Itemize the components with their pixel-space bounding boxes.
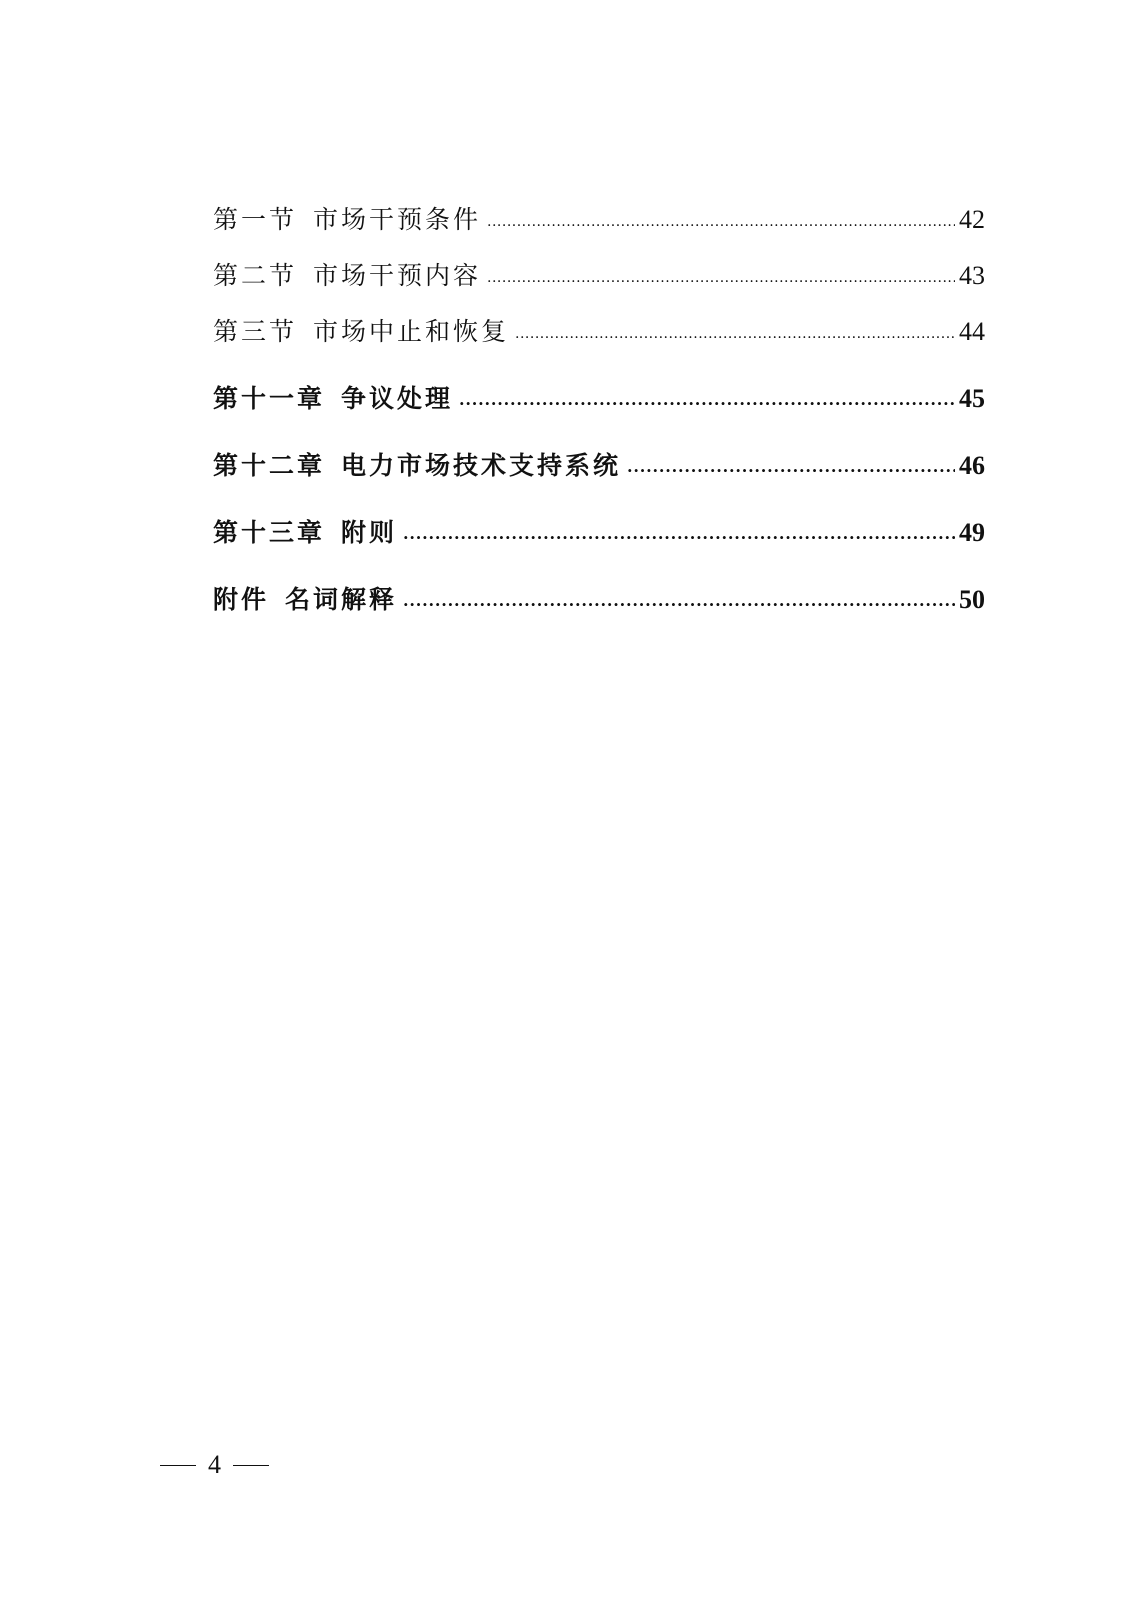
toc-entry-title (213, 379, 453, 415)
toc-entry-text: 名词解释 (285, 585, 398, 614)
toc-page-number: 43 (959, 261, 985, 290)
toc-page-number: 45 (959, 384, 985, 413)
toc-entry-chapter-13[interactable] (213, 513, 985, 549)
toc-entry-appendix[interactable] (213, 580, 985, 616)
footer-dash-left (160, 1465, 196, 1466)
toc-entry-chapter-12[interactable] (213, 446, 985, 482)
dot-leader (487, 203, 955, 232)
footer-page-number: 4 (208, 1450, 221, 1479)
dot-leader (459, 382, 955, 411)
toc-entry-number: 第十一章 (213, 384, 326, 413)
toc-entry-section-2[interactable] (213, 256, 985, 292)
toc-entry-number: 第一节 (213, 205, 298, 234)
toc-entry-title (213, 580, 397, 616)
toc-entry-number: 附件 (213, 585, 270, 614)
dot-leader (403, 516, 955, 545)
dot-leader (515, 315, 955, 344)
toc-page-number: 49 (959, 518, 985, 547)
toc-entry-section-1[interactable] (213, 200, 985, 236)
toc-entry-chapter-11[interactable] (213, 379, 985, 415)
toc-entry-title (213, 312, 509, 348)
dot-leader (487, 259, 955, 288)
dot-leader (403, 583, 955, 612)
toc-entry-text: 附则 (341, 518, 398, 547)
toc-page-number: 50 (959, 585, 985, 614)
toc-entry-number: 第十二章 (213, 451, 326, 480)
toc-entry-section-3[interactable] (213, 312, 985, 348)
toc-entry-text: 市场干预内容 (313, 261, 482, 290)
toc-entry-number: 第十三章 (213, 518, 326, 547)
toc-entry-text: 市场干预条件 (313, 205, 482, 234)
toc-page-number: 46 (959, 451, 985, 480)
toc-entry-number: 第二节 (213, 261, 298, 290)
toc-entry-title (213, 256, 481, 292)
footer-dash-right (233, 1465, 269, 1466)
toc-entry-title (213, 513, 397, 549)
toc-page-number: 42 (959, 205, 985, 234)
toc-page-number: 44 (959, 317, 985, 346)
toc-entry-title (213, 446, 621, 482)
toc-entry-text: 争议处理 (341, 384, 454, 413)
toc-entry-text: 市场中止和恢复 (313, 317, 510, 346)
toc-entry-text: 电力市场技术支持系统 (341, 451, 622, 480)
page-footer (160, 1450, 269, 1480)
toc-entry-title (213, 200, 481, 236)
dot-leader (627, 449, 955, 478)
toc-entry-number: 第三节 (213, 317, 298, 346)
